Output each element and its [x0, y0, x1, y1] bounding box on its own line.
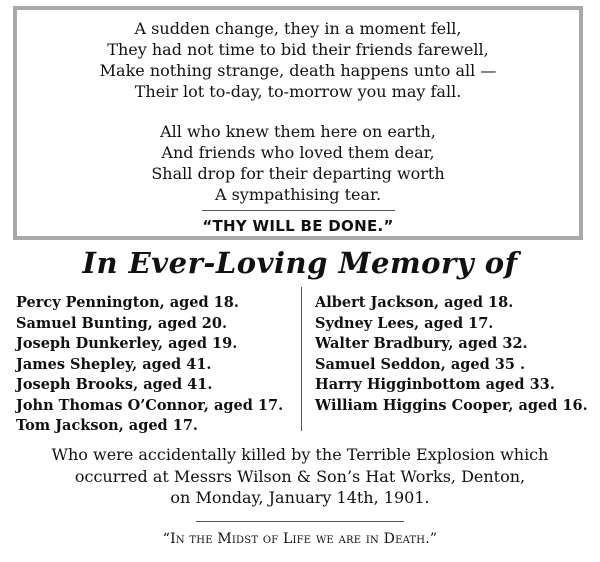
- name-entry: Joseph Brooks, aged 41.: [16, 376, 213, 393]
- verse-stanza-1: [17, 18, 579, 102]
- verse-box: [13, 6, 583, 240]
- footer-divider: [196, 521, 404, 522]
- motto: “THY WILL BE DONE.”: [202, 217, 394, 235]
- verse-line: A sympathising tear.: [214, 185, 382, 204]
- verse-line: Their lot to-day, to-morrow you may fall.: [134, 82, 462, 101]
- name-entry: Percy Pennington, aged 18.: [16, 294, 239, 311]
- name-entry: Albert Jackson, aged 18.: [315, 294, 514, 311]
- name-entry: Joseph Dunkerley, aged 19.: [16, 335, 238, 352]
- name-entry: Sydney Lees, aged 17.: [315, 314, 494, 332]
- verse-line: A sudden change, they in a moment fell,: [134, 19, 462, 38]
- name-entry: Samuel Seddon, aged 35 .: [315, 355, 526, 373]
- description-line: on Monday, January 14th, 1901.: [170, 488, 430, 507]
- name-entry: William Higgins Cooper, aged 16.: [315, 396, 588, 414]
- name-entry: Walter Bradbury, aged 32.: [315, 335, 528, 352]
- verse-line: And friends who loved them dear,: [161, 143, 435, 162]
- memorial-heading: In Ever-Loving Memory of: [82, 246, 518, 280]
- motto-divider: [202, 210, 395, 211]
- name-entry: Samuel Bunting, aged 20.: [16, 314, 228, 332]
- name-entry: Tom Jackson, aged 17.: [16, 417, 198, 434]
- name-entry: James Shepley, aged 41.: [16, 355, 212, 373]
- description-line: occurred at Messrs Wilson & Son’s Hat Works, Denton,: [74, 466, 526, 486]
- column-divider: [301, 287, 302, 431]
- names-column-left: [16, 293, 283, 437]
- verse-line: Shall drop for their departing worth: [151, 164, 445, 183]
- names-column-right: [315, 293, 588, 416]
- verse-stanza-2: [17, 121, 579, 205]
- verse-line: They had not time to bid their friends farewell,: [107, 40, 489, 59]
- description-line: Who were accidentally killed by the Terrible Explosion which: [51, 445, 549, 464]
- verse-line: All who knew them here on earth,: [160, 122, 436, 141]
- name-entry: John Thomas O’Connor, aged 17.: [16, 396, 284, 414]
- verse-line: Make nothing strange, death happens unto all —: [99, 61, 497, 80]
- explosion-description: [0, 444, 600, 509]
- name-entry: Harry Higginbottom aged 33.: [315, 376, 555, 393]
- closing-quote: “In the Midst of Life we are in Death.”: [162, 531, 438, 547]
